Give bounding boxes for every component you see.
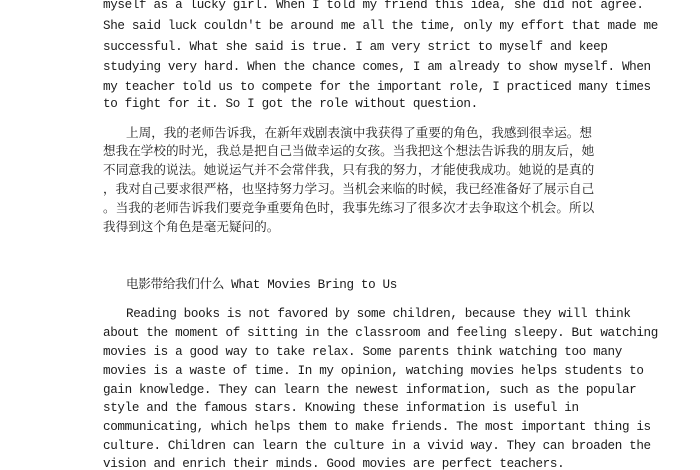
text-line: ，我对自己要求很严格，也坚持努力学习。当机会来临的时候，我已经准备好了展示自己: [103, 181, 595, 196]
text-line: studying very hard. When the chance comes, I am already to show myself. When: [103, 60, 651, 74]
text-line: gain knowledge. They can learn the newest information, such as the popular: [103, 383, 637, 397]
text-line: 想我在学校的时光，我总是把自己当做幸运的女孩。当我把这个想法告诉我的朋友后，她: [103, 143, 595, 158]
text-line: movies is a good way to take relax. Some parents think watching too many: [103, 345, 622, 359]
text-line: movies is a waste of time. In my opinion, watching movies helps students to: [103, 364, 644, 378]
text-line: 上周，我的老师告诉我，在新年戏剧表演中我获得了重要的角色，我感到很幸运。想: [126, 125, 592, 140]
text-line: She said luck couldn't be around me all the time, only my effort that made me: [103, 19, 658, 33]
text-line: communicating, which helps them to make friends. The most important thing is: [103, 420, 651, 434]
text-line: about the moment of sitting in the classroom and feeling sleepy. But watching: [103, 326, 658, 340]
text-line: vision and enrich their minds. Good movies are perfect teachers.: [103, 457, 565, 470]
text-line: style and the famous stars. Knowing these information is useful in: [103, 401, 579, 415]
text-line: culture. Children can learn the culture in a vivid way. They can broaden the: [103, 439, 651, 453]
text-line: successful. What she said is true. I am very strict to myself and keep: [103, 40, 608, 54]
text-line: my teacher told us to compete for the important role, I practiced many times: [103, 80, 651, 94]
text-line: 。当我的老师告诉我们要竞争重要角色时，我事先练习了很多次才去争取这个机会。所以: [103, 200, 595, 215]
text-line: 不同意我的说法。她说运气并不会常伴我，只有我的努力，才能使我成功。她说的是真的: [103, 162, 595, 177]
section-heading: 电影带给我们什么 What Movies Bring to Us: [126, 278, 397, 292]
text-line: 我得到这个角色是毫无疑问的。: [103, 219, 280, 234]
text-line: myself as a lucky girl. When I told my friend this idea, she did not agree.: [103, 0, 644, 12]
text-line: Reading books is not favored by some children, because they will think: [126, 307, 631, 321]
text-line: to fight for it. So I got the role without question.: [103, 97, 478, 111]
